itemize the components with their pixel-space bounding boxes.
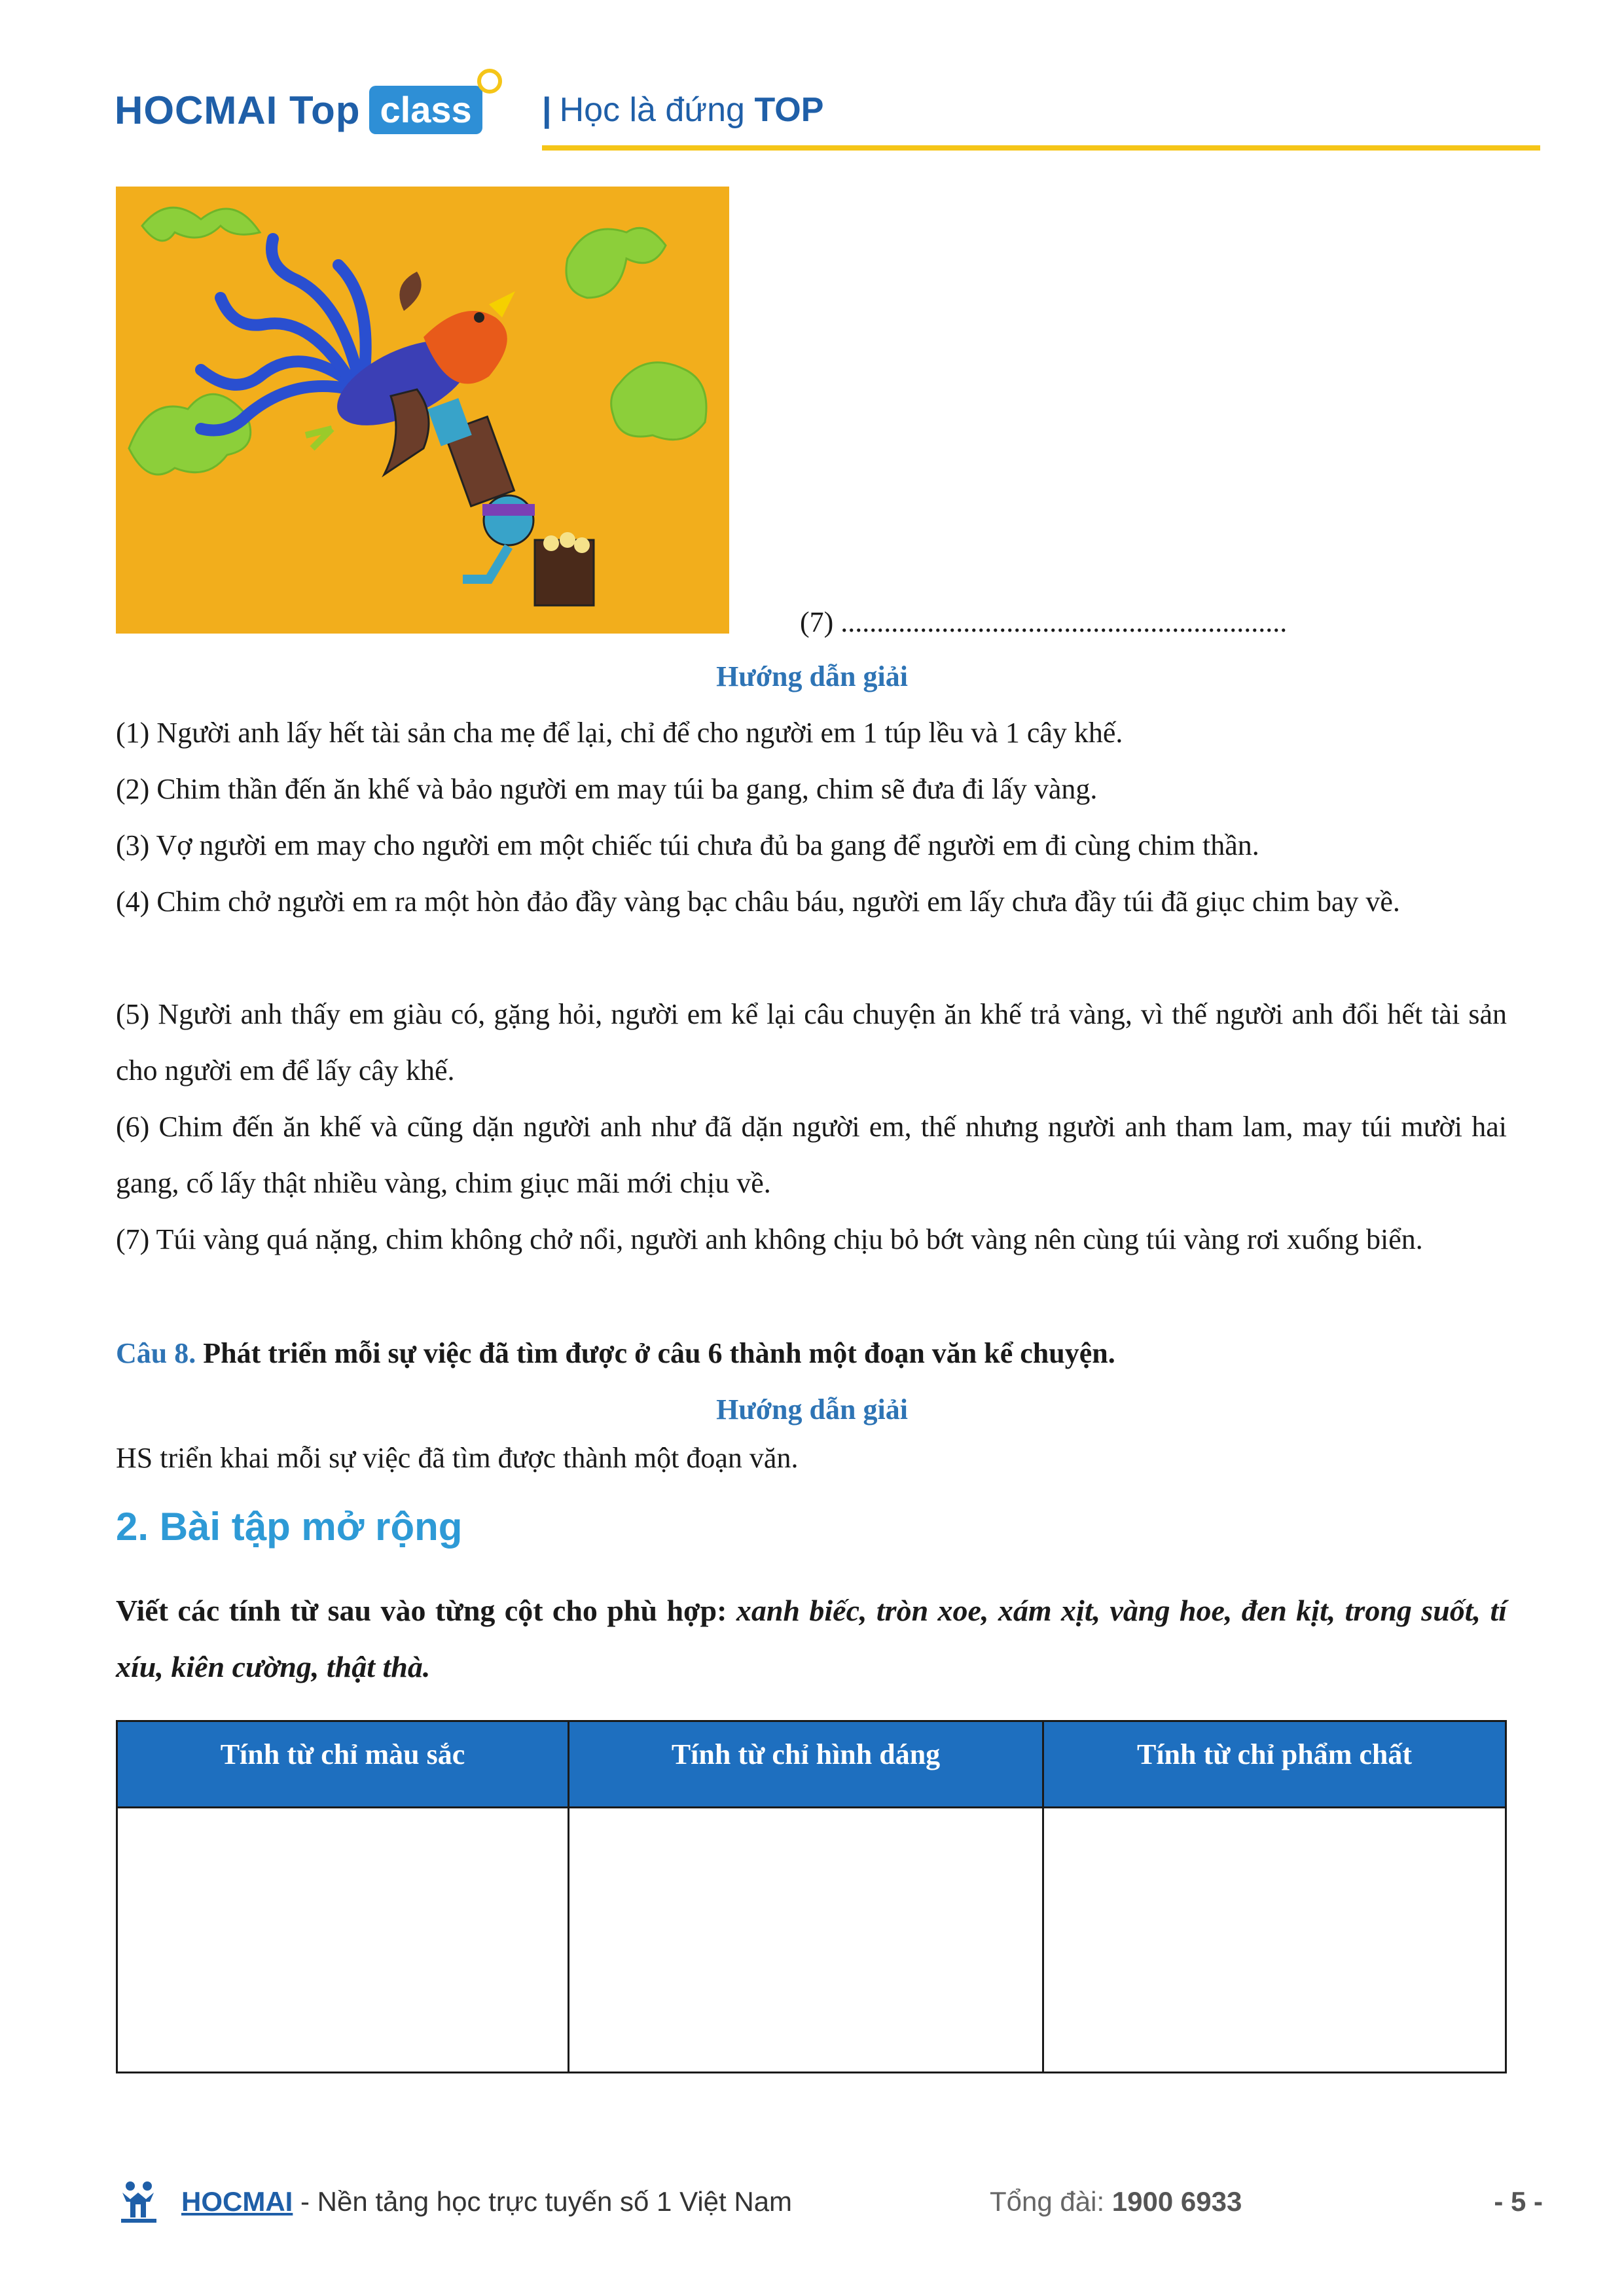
cell-color-answers[interactable]: [117, 1808, 569, 2073]
page-number: - 5 -: [1494, 2186, 1543, 2217]
instruction-bold: Viết các tính từ sau vào từng cột cho phù hợp:: [116, 1594, 727, 1627]
question-8: [116, 1336, 1115, 1370]
tagline-bold: TOP: [754, 91, 824, 129]
instruction-words: xanh biếc, tròn xoe, xám xịt, vàng hoe, đen kịt, trong suốt, tí xíu, kiên cường, thật thà.: [116, 1594, 1507, 1683]
header-shape: Tính từ chỉ hình dáng: [569, 1721, 1043, 1808]
answer-5: (5) Người anh thấy em giàu có, gặng hỏi, người em kể lại câu chuyện ăn khế trả vàng, vì thế người anh đổi hết tài sản cho người em để lấy cây khế.: [116, 998, 1507, 1086]
header-divider: [542, 145, 1540, 151]
sun-icon: [477, 69, 502, 94]
footer-hotline: [990, 2186, 1242, 2217]
answer-1: (1) Người anh lấy hết tài sản cha mẹ để lại, chỉ để cho người em 1 túp lều và 1 cây khế.: [116, 717, 1123, 749]
golden-bird-illustration-icon: [116, 187, 729, 634]
cell-shape-answers[interactable]: [569, 1808, 1043, 2073]
question-8-number: Câu 8.: [116, 1337, 196, 1369]
hotline-label: Tổng đài:: [990, 2186, 1112, 2217]
hocmai-icon: [116, 2178, 162, 2224]
answer-7: (7) Túi vàng quá nặng, chim không chở nổi, người anh không chịu bỏ bớt vàng nên cùng túi vàng rơi xuống biển.: [116, 1223, 1423, 1255]
tagline-prefix: Học là đứng: [559, 91, 745, 129]
question-8-text: Phát triển mỗi sự việc đã tìm được ở câu 6 thành một đoạn văn kể chuyện.: [203, 1337, 1115, 1369]
header-color: Tính từ chỉ màu sắc: [117, 1721, 569, 1808]
header-quality: Tính từ chỉ phẩm chất: [1043, 1721, 1506, 1808]
logo-class-text: class: [380, 89, 472, 130]
section-2-title: 2. Bài tập mở rộng: [116, 1505, 463, 1549]
header-tagline: [542, 90, 823, 130]
story-illustration: [116, 187, 729, 634]
question-8-answer: HS triển khai mỗi sự việc đã tìm được thành một đoạn văn.: [116, 1442, 799, 1474]
table-header-row: [117, 1721, 1506, 1808]
guide-heading-2: Hướng dẫn giải: [716, 1393, 908, 1426]
logo-class-badge: [369, 86, 482, 134]
hocmai-topclass-logo: [115, 77, 482, 143]
cell-quality-answers[interactable]: [1043, 1808, 1506, 2073]
guide-heading-1: Hướng dẫn giải: [716, 660, 908, 692]
answer-2: (2) Chim thần đến ăn khế và bảo người em may túi ba gang, chim sẽ đưa đi lấy vàng.: [116, 773, 1098, 805]
logo-text: HOCMAI Top: [115, 88, 361, 132]
answer-4: (4) Chim chở người em ra một hòn đảo đầy vàng bạc châu báu, người em lấy chưa đầy túi đã giục chim bay về.: [116, 886, 1400, 918]
blank-line-7: (7) ..............................................................: [800, 606, 1288, 638]
adjective-table: [116, 1720, 1507, 2073]
answer-6: (6) Chim đến ăn khế và cũng dặn người anh như đã dặn người em, thế nhưng người anh tham lam, may túi mười hai gang, cố lấy thật nhiều vàng, chim giục mãi mới chịu về.: [116, 1111, 1507, 1199]
page-footer: [116, 2178, 1543, 2231]
footer-slogan-text: - Nền tảng học trực tuyến số 1 Việt Nam: [293, 2186, 793, 2217]
tagline-divider: |: [542, 91, 552, 129]
exercise-instruction: [116, 1583, 1507, 1695]
hotline-number: 1900 6933: [1111, 2186, 1242, 2217]
footer-brand-link[interactable]: HOCMAI: [181, 2186, 293, 2217]
footer-slogan: [181, 2186, 792, 2217]
table-row: [117, 1808, 1506, 2073]
answer-3: (3) Vợ người em may cho người em một chiếc túi chưa đủ ba gang để người em đi cùng chim thần.: [116, 829, 1259, 861]
